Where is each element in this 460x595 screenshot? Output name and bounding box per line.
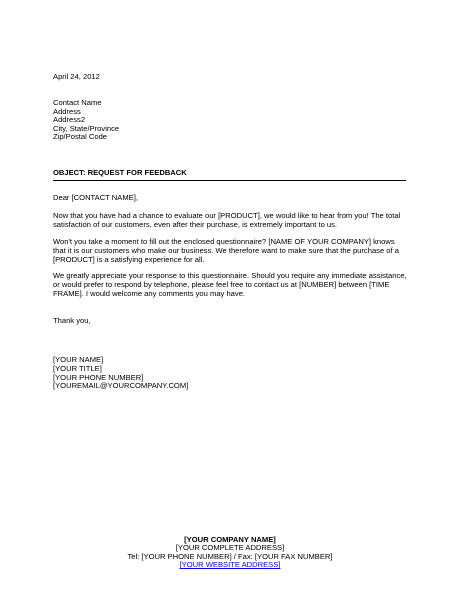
footer-company-name: [YOUR COMPANY NAME] (184, 535, 276, 544)
recipient-name: Contact Name (53, 98, 102, 107)
letter-date: April 24, 2012 (53, 72, 100, 81)
footer-website-link[interactable]: [YOUR WEBSITE ADDRESS] (179, 560, 281, 570)
letter-salutation: Dear [CONTACT NAME], (53, 193, 138, 202)
paragraph-line: We greatly appreciate your response to this questionnaire. Should you require any immediate assistance, (53, 271, 407, 280)
paragraph-line: [PRODUCT] is a satisfying experience for all. (53, 255, 205, 264)
footer-contact: Tel: [YOUR PHONE NUMBER] / Fax: [YOUR FAX NUMBER] (127, 551, 333, 561)
letterhead-footer (0, 535, 460, 569)
subject-divider (53, 180, 406, 181)
paragraph-3 (53, 271, 413, 298)
recipient-address-line-1: Address (53, 106, 81, 116)
letter-subject: OBJECT: REQUEST FOR FEEDBACK (53, 168, 187, 177)
letter-closing: Thank you, (53, 316, 91, 325)
footer-address: [YOUR COMPLETE ADDRESS] (175, 543, 285, 553)
paragraph-line: FRAME]. I would welcome any comments you may have. (53, 289, 246, 298)
recipient-zip: Zip/Postal Code (53, 132, 108, 142)
paragraph-line: Won't you take a moment to fill out the enclosed questionnaire? [NAME OF YOUR COMPANY] knows (53, 237, 395, 246)
paragraph-2 (53, 237, 413, 264)
paragraph-1 (53, 211, 413, 229)
signature-title: [YOUR TITLE] (53, 363, 102, 373)
recipient-city: City, State/Province (53, 123, 120, 133)
signature-email: [YOUREMAIL@YOURCOMPANY.COM] (53, 381, 189, 391)
paragraph-line: Now that you have had a chance to evaluate our [PRODUCT], we would like to hear from you! The total (53, 211, 401, 220)
paragraph-line: that it is our customers who make our business. We therefore want to make sure that the purchase of a (53, 246, 399, 255)
paragraph-line: or would prefer to respond by telephone, please feel free to contact us at [NUMBER] between [TIME (53, 280, 390, 289)
recipient-address-block (53, 98, 119, 141)
signature-block (53, 355, 188, 390)
signature-phone: [YOUR PHONE NUMBER] (53, 372, 144, 382)
signature-name: [YOUR NAME] (53, 355, 104, 364)
paragraph-line: satisfaction of our customers, even after their purchase, is extremely important to us. (53, 220, 338, 229)
recipient-address-line-2: Address2 (53, 115, 86, 125)
